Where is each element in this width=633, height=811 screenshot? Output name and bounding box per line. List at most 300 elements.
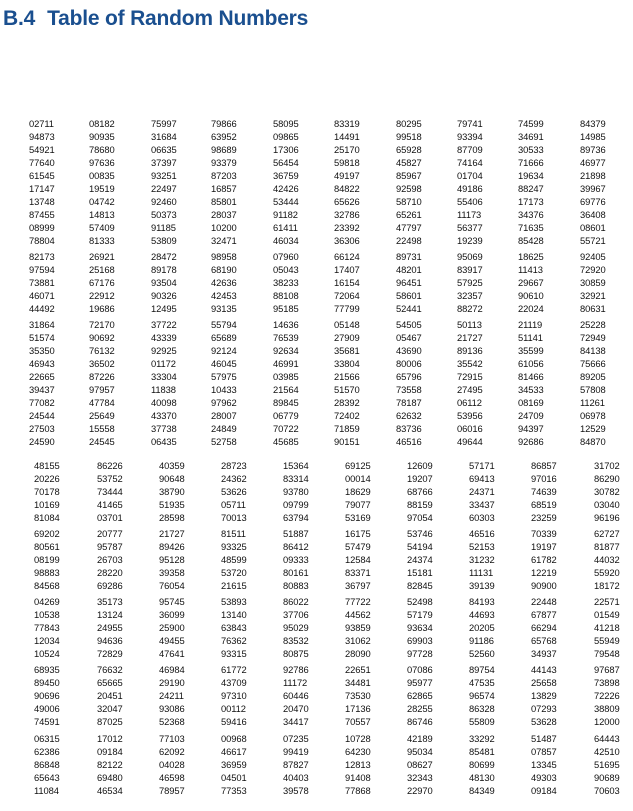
number-block — [0, 182, 633, 248]
random-number: 98689 — [211, 144, 237, 156]
random-number: 95029 — [283, 622, 309, 634]
number-column — [396, 383, 430, 448]
random-number: 24955 — [97, 622, 123, 634]
random-number: 20470 — [283, 703, 309, 715]
random-number: 34376 — [518, 209, 544, 221]
number-block — [0, 250, 633, 316]
random-number: 06315 — [34, 733, 60, 744]
random-number: 11173 — [457, 209, 482, 221]
random-number: 93780 — [283, 486, 309, 498]
random-number: 38233 — [273, 277, 299, 289]
random-number: 83314 — [283, 473, 309, 485]
random-number: 12584 — [345, 554, 371, 566]
random-number: 12000 — [594, 716, 620, 728]
random-number: 89178 — [151, 264, 177, 276]
random-number: 24849 — [211, 423, 237, 435]
random-number: 99518 — [396, 131, 422, 143]
number-column — [518, 117, 552, 182]
number-column — [34, 459, 68, 524]
random-number: 04501 — [221, 772, 247, 784]
random-number: 69286 — [97, 580, 123, 592]
random-number: 12495 — [151, 303, 177, 315]
random-number: 11172 — [283, 677, 308, 689]
random-number: 24362 — [221, 473, 247, 485]
random-number: 86412 — [283, 541, 309, 553]
random-number: 09865 — [273, 131, 299, 143]
random-number: 48599 — [221, 554, 247, 566]
random-number: 82173 — [29, 251, 55, 262]
random-number: 33304 — [151, 371, 177, 383]
random-number: 69202 — [34, 528, 60, 539]
random-number: 83319 — [334, 118, 360, 129]
random-number: 42636 — [211, 277, 237, 289]
random-number: 12529 — [580, 423, 606, 435]
random-number: 28090 — [345, 648, 371, 660]
random-number: 51141 — [518, 332, 543, 344]
random-number: 25900 — [159, 622, 185, 634]
random-number: 89426 — [159, 541, 185, 553]
random-number: 17306 — [273, 144, 299, 156]
number-column — [469, 663, 503, 728]
random-number: 31684 — [151, 131, 177, 143]
random-number: 10169 — [34, 499, 60, 511]
random-number: 80006 — [396, 358, 422, 370]
random-number: 13124 — [97, 609, 123, 621]
random-number: 73558 — [396, 384, 422, 395]
number-column — [469, 527, 503, 592]
random-number: 78957 — [159, 785, 185, 797]
random-number: 92925 — [151, 345, 177, 357]
number-column — [273, 318, 307, 383]
number-column — [97, 527, 131, 592]
random-number: 97957 — [89, 384, 115, 395]
random-number: 65643 — [34, 772, 60, 784]
random-number: 32357 — [457, 290, 483, 302]
random-number: 42426 — [273, 183, 299, 194]
random-number: 95185 — [273, 303, 299, 315]
random-number: 00968 — [221, 733, 247, 744]
random-number: 38790 — [159, 486, 185, 498]
random-number: 45827 — [396, 157, 422, 169]
number-column — [469, 459, 503, 524]
random-number: 80875 — [283, 648, 309, 660]
random-number: 98883 — [34, 567, 60, 579]
random-number: 72920 — [580, 264, 606, 276]
random-number: 65689 — [211, 332, 237, 344]
number-column — [283, 595, 317, 660]
random-number: 25168 — [89, 264, 115, 276]
random-number: 28220 — [97, 567, 123, 579]
random-number: 17012 — [97, 733, 123, 744]
random-number: 77353 — [221, 785, 247, 797]
random-number: 84379 — [580, 118, 606, 129]
random-number: 93859 — [345, 622, 371, 634]
random-number: 10728 — [345, 733, 371, 744]
random-number: 67877 — [531, 609, 557, 621]
random-number: 12034 — [34, 635, 60, 647]
random-number: 31062 — [345, 635, 371, 647]
random-number: 68190 — [211, 264, 237, 276]
random-number: 93135 — [211, 303, 237, 315]
random-number: 61056 — [518, 358, 544, 370]
random-number: 14491 — [334, 131, 360, 143]
number-column — [29, 250, 63, 315]
random-number: 85428 — [518, 235, 544, 247]
random-number: 01549 — [594, 609, 620, 621]
random-number: 08182 — [89, 118, 115, 129]
section-number: B.4 — [3, 7, 36, 30]
random-number: 57409 — [89, 222, 115, 234]
random-number: 80295 — [396, 118, 422, 129]
random-number: 14636 — [273, 319, 299, 330]
random-number: 50373 — [151, 209, 177, 221]
number-column — [407, 663, 441, 728]
random-number: 77722 — [345, 596, 371, 607]
random-number: 46977 — [580, 157, 606, 169]
random-number: 44693 — [469, 609, 495, 621]
random-number: 13140 — [221, 609, 247, 621]
random-number: 39437 — [29, 384, 55, 395]
random-number: 28723 — [221, 460, 247, 471]
random-number: 82122 — [97, 759, 123, 771]
number-column — [531, 663, 565, 728]
random-number: 83371 — [345, 567, 371, 579]
random-number: 54921 — [29, 144, 55, 156]
random-number: 26703 — [97, 554, 123, 566]
random-number: 65796 — [396, 371, 422, 383]
random-number: 21898 — [580, 170, 606, 182]
number-column — [221, 663, 255, 728]
random-number: 76362 — [221, 635, 247, 647]
number-column — [159, 663, 193, 728]
random-number: 72949 — [580, 332, 606, 344]
random-number: 56377 — [457, 222, 483, 234]
random-number: 87203 — [211, 170, 237, 182]
random-number: 42453 — [211, 290, 237, 302]
random-number: 53720 — [221, 567, 247, 579]
random-number: 45685 — [273, 436, 299, 448]
random-number: 92124 — [211, 345, 237, 357]
random-number: 47797 — [396, 222, 422, 234]
random-number: 75997 — [151, 118, 177, 129]
random-number: 34417 — [283, 716, 309, 728]
random-number: 79741 — [457, 118, 483, 129]
number-column — [334, 383, 368, 448]
random-number: 97310 — [221, 690, 247, 702]
random-number: 11261 — [580, 397, 605, 409]
random-number: 17173 — [518, 196, 544, 208]
number-column — [29, 182, 63, 247]
random-number: 10538 — [34, 609, 60, 621]
random-number: 74591 — [34, 716, 60, 728]
random-number: 62727 — [594, 528, 620, 539]
number-column — [518, 318, 552, 383]
random-number: 51935 — [159, 499, 185, 511]
random-number: 90696 — [34, 690, 60, 702]
random-number: 55721 — [580, 235, 606, 247]
random-number: 85481 — [469, 746, 495, 758]
random-number: 22498 — [396, 235, 422, 247]
random-number: 88247 — [518, 183, 544, 194]
number-block — [0, 595, 633, 661]
number-column — [457, 182, 491, 247]
random-number: 20205 — [469, 622, 495, 634]
random-number: 12813 — [345, 759, 371, 771]
random-number: 84870 — [580, 436, 606, 448]
random-number: 57925 — [457, 277, 483, 289]
number-column — [531, 732, 565, 797]
random-number: 09799 — [283, 499, 309, 511]
random-number: 33437 — [469, 499, 495, 511]
random-number: 89731 — [396, 251, 422, 262]
random-number: 19519 — [89, 183, 115, 194]
number-column — [396, 250, 430, 315]
random-number: 30859 — [580, 277, 606, 289]
number-column — [89, 383, 123, 448]
number-column — [89, 117, 123, 182]
random-number: 32921 — [580, 290, 606, 302]
number-column — [211, 250, 245, 315]
number-column — [97, 459, 131, 524]
number-column — [151, 250, 185, 315]
number-column — [29, 318, 63, 383]
random-number: 72226 — [594, 690, 620, 702]
random-number: 65665 — [97, 677, 123, 689]
random-number: 28037 — [211, 209, 237, 221]
number-column — [151, 182, 185, 247]
random-number: 08169 — [518, 397, 544, 409]
number-column — [594, 663, 628, 728]
random-number: 57808 — [580, 384, 606, 395]
random-number: 53444 — [273, 196, 299, 208]
random-number: 51695 — [594, 759, 620, 771]
random-number: 16175 — [345, 528, 371, 539]
random-number: 92405 — [580, 251, 606, 262]
random-number: 19686 — [89, 303, 115, 315]
number-column — [457, 383, 491, 448]
random-number: 80561 — [34, 541, 60, 553]
random-number: 93379 — [211, 157, 237, 169]
random-number: 29667 — [518, 277, 544, 289]
random-number: 71635 — [518, 222, 544, 234]
random-number: 95128 — [159, 554, 185, 566]
random-number: 48155 — [34, 460, 60, 471]
random-number: 28598 — [159, 512, 185, 524]
random-number: 25658 — [531, 677, 557, 689]
random-number: 72829 — [97, 648, 123, 660]
random-number: 46516 — [469, 528, 495, 539]
random-number: 74599 — [518, 118, 544, 129]
random-number: 15181 — [407, 567, 433, 579]
random-number: 89736 — [580, 144, 606, 156]
random-number: 13345 — [531, 759, 557, 771]
random-number: 62386 — [34, 746, 60, 758]
random-number: 87709 — [457, 144, 483, 156]
random-number: 09184 — [531, 785, 557, 797]
random-number: 28392 — [334, 397, 360, 409]
random-number: 46598 — [159, 772, 185, 784]
number-column — [396, 182, 430, 247]
random-number: 22970 — [407, 785, 433, 797]
random-number: 53746 — [407, 528, 433, 539]
random-number: 16154 — [334, 277, 360, 289]
number-column — [283, 459, 317, 524]
random-number: 90689 — [594, 772, 620, 784]
random-number: 27909 — [334, 332, 360, 344]
random-number: 46617 — [221, 746, 247, 758]
random-number: 23259 — [531, 512, 557, 524]
random-number: 07960 — [273, 251, 299, 262]
random-number: 05711 — [221, 499, 246, 511]
random-number: 91186 — [469, 635, 494, 647]
random-number: 01704 — [457, 170, 483, 182]
page-title — [3, 7, 308, 31]
random-number: 23392 — [334, 222, 360, 234]
random-number: 44492 — [29, 303, 55, 315]
random-number: 73444 — [97, 486, 123, 498]
random-number: 90935 — [89, 131, 115, 143]
random-number: 76132 — [89, 345, 115, 357]
random-number: 94873 — [29, 131, 55, 143]
random-number: 12609 — [407, 460, 433, 471]
random-number: 60303 — [469, 512, 495, 524]
random-number: 07235 — [283, 733, 309, 744]
random-number: 39578 — [283, 785, 309, 797]
random-number: 10524 — [34, 648, 60, 660]
number-column — [469, 732, 503, 797]
random-number: 00835 — [89, 170, 115, 182]
random-number: 19634 — [518, 170, 544, 182]
random-number: 36408 — [580, 209, 606, 221]
random-number: 39139 — [469, 580, 495, 592]
random-number: 51887 — [283, 528, 309, 539]
number-column — [283, 663, 317, 728]
number-column — [151, 318, 185, 383]
random-number: 44032 — [594, 554, 620, 566]
random-number: 68519 — [531, 499, 557, 511]
random-number: 72170 — [89, 319, 115, 330]
random-number: 79866 — [211, 118, 237, 129]
random-number: 08601 — [580, 222, 606, 234]
random-number: 56454 — [273, 157, 299, 169]
random-number: 36306 — [334, 235, 360, 247]
random-number: 27495 — [457, 384, 483, 395]
random-number: 31702 — [594, 460, 620, 471]
random-number: 76632 — [97, 664, 123, 675]
random-number: 90151 — [334, 436, 360, 448]
random-number: 97054 — [407, 512, 433, 524]
random-number: 17407 — [334, 264, 360, 276]
random-number: 69776 — [580, 196, 606, 208]
random-number: 22497 — [151, 183, 177, 194]
random-number: 76054 — [159, 580, 185, 592]
random-number: 24544 — [29, 410, 55, 422]
random-number: 89205 — [580, 371, 606, 383]
random-number: 16857 — [211, 183, 237, 194]
number-column — [334, 250, 368, 315]
random-number: 60446 — [283, 690, 309, 702]
random-number: 71666 — [518, 157, 544, 169]
number-column — [531, 527, 565, 592]
number-column — [159, 527, 193, 592]
random-number: 57479 — [345, 541, 371, 553]
random-number: 62865 — [407, 690, 433, 702]
random-number: 24371 — [469, 486, 495, 498]
random-number: 53628 — [531, 716, 557, 728]
random-number: 24211 — [159, 690, 184, 702]
number-column — [469, 595, 503, 660]
random-number: 51570 — [334, 384, 360, 395]
random-number: 80161 — [283, 567, 309, 579]
random-number: 24545 — [89, 436, 115, 448]
random-number: 57171 — [469, 460, 495, 471]
random-number: 72915 — [457, 371, 483, 383]
random-number: 17147 — [29, 183, 55, 194]
number-column — [211, 383, 245, 448]
number-column — [151, 383, 185, 448]
random-number: 25649 — [89, 410, 115, 422]
random-number: 22448 — [531, 596, 557, 607]
number-column — [580, 383, 614, 448]
random-number: 29190 — [159, 677, 185, 689]
number-column — [580, 318, 614, 383]
number-block — [0, 527, 633, 593]
number-column — [518, 383, 552, 448]
number-column — [151, 117, 185, 182]
random-number: 25228 — [580, 319, 606, 330]
random-number: 92686 — [518, 436, 544, 448]
random-number: 48201 — [396, 264, 422, 276]
random-number: 09184 — [97, 746, 123, 758]
random-number: 93504 — [151, 277, 177, 289]
random-number: 21566 — [334, 371, 360, 383]
random-number: 02711 — [29, 118, 54, 129]
random-number: 95745 — [159, 596, 185, 607]
random-number: 97636 — [89, 157, 115, 169]
random-number: 00014 — [345, 473, 371, 485]
random-number: 97594 — [29, 264, 55, 276]
random-number: 94636 — [97, 635, 123, 647]
random-number: 81333 — [89, 235, 115, 247]
random-number: 50113 — [457, 319, 482, 330]
random-number: 24374 — [407, 554, 433, 566]
number-column — [221, 595, 255, 660]
number-column — [531, 459, 565, 524]
random-number: 49455 — [159, 635, 185, 647]
random-number: 49186 — [457, 183, 483, 194]
random-number: 90692 — [89, 332, 115, 344]
random-number: 31864 — [29, 319, 55, 330]
random-number: 07293 — [531, 703, 557, 715]
number-column — [221, 459, 255, 524]
random-number: 57179 — [407, 609, 433, 621]
random-number: 43690 — [396, 345, 422, 357]
random-number: 35681 — [334, 345, 360, 357]
random-number: 92634 — [273, 345, 299, 357]
random-number: 91185 — [151, 222, 176, 234]
random-number: 36797 — [345, 580, 371, 592]
random-number: 49303 — [531, 772, 557, 784]
random-number: 62092 — [159, 746, 185, 758]
random-number: 64443 — [594, 733, 620, 744]
random-number: 33292 — [469, 733, 495, 744]
number-column — [407, 732, 441, 797]
random-number: 18629 — [345, 486, 371, 498]
random-number: 12219 — [531, 567, 557, 579]
random-number: 77868 — [345, 785, 371, 797]
random-number: 35599 — [518, 345, 544, 357]
random-number: 22651 — [345, 664, 371, 675]
